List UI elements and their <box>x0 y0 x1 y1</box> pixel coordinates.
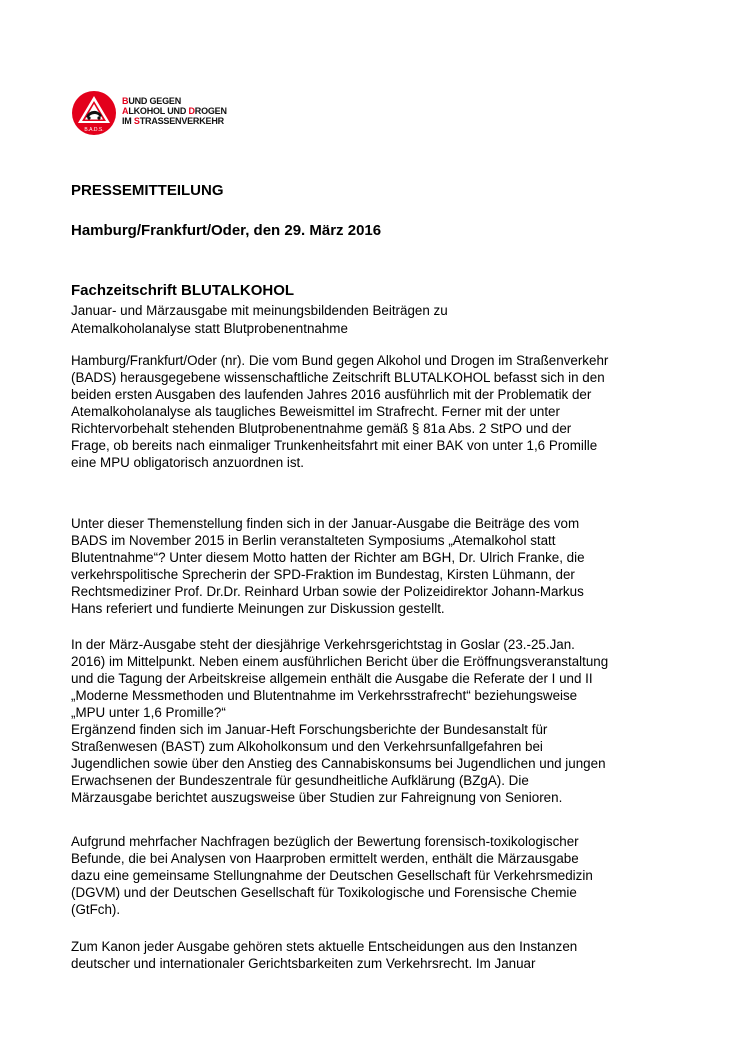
text-line: Befunde, die bei Analysen von Haarproben ermittelt werden, enthält die Märzausgabe <box>71 851 579 866</box>
text-line: deutscher und internationaler Gerichtsbarkeiten zum Verkehrsrecht. Im Januar <box>71 956 536 971</box>
logo-text-part: TRASSENVERKEHR <box>139 116 224 126</box>
text-line: Atemalkoholanalyse als taugliches Beweismittel im Strafrecht. Ferner mit der unter <box>71 404 560 419</box>
text-line: Ergänzend finden sich im Januar-Heft Forschungsberichte der Bundesanstalt für <box>71 722 548 737</box>
logo-initial: S <box>133 116 140 126</box>
subtitle-line: Atemalkoholanalyse statt Blutprobenentnahme <box>71 321 348 336</box>
text-line: Straßenwesen (BAST) zum Alkoholkonsum und den Verkehrsunfallgefahren bei <box>71 739 543 754</box>
paragraph-hair-analysis <box>71 833 593 918</box>
text-line: beiden ersten Ausgaben des laufenden Jahres 2016 ausführlich mit der Problematik der <box>71 387 592 402</box>
text-line: Jugendlichen sowie über den Anstieg des Cannabiskonsums bei Jugendlichen und jungen <box>71 756 606 771</box>
text-line: Blutentnahme“? Unter diesem Motto hatten der Richter am BGH, Dr. Ulrich Franke, die <box>71 550 585 565</box>
text-line: (GtFch). <box>71 902 121 917</box>
text-line: verkehrspolitische Sprecherin der SPD-Fraktion im Bundestag, Kirsten Lühmann, der <box>71 567 575 582</box>
article-title: Fachzeitschrift BLUTALKOHOL <box>71 282 295 299</box>
text-line: und die Tagung der Arbeitskreise allgemein enthält die Ausgabe die Referate der I und II <box>71 671 593 686</box>
paragraph-intro <box>71 352 608 471</box>
emblem-caption: B.A.D.S. <box>84 127 104 133</box>
subtitle-line: Januar- und Märzausgabe mit meinungsbildenden Beiträgen zu <box>71 303 448 318</box>
paragraph-march-issue <box>71 636 608 806</box>
logo-initial: A <box>122 106 129 116</box>
paragraph-court-decisions <box>71 938 577 972</box>
text-line: BADS im November 2015 in Berlin veranstalteten Symposiums „Atemalkohol statt <box>71 533 556 548</box>
dateline: Hamburg/Frankfurt/Oder, den 29. März 2016 <box>71 222 382 239</box>
text-line: (BADS) herausgegebene wissenschaftliche Zeitschrift BLUTALKOHOL befasst sich in den <box>71 370 605 385</box>
text-line: Aufgrund mehrfacher Nachfragen bezüglich der Bewertung forensisch-toxikologischer <box>71 834 579 849</box>
text-line: „Moderne Messmethoden und Blutentnahme im Verkehrsstrafrecht“ beziehungsweise <box>71 688 578 703</box>
article-subtitle <box>71 302 448 338</box>
text-line: Frage, ob bereits nach einmaliger Trunkenheitsfahrt mit einer BAK von unter 1,6 Promille <box>71 438 598 453</box>
paragraph-january-issue <box>71 515 585 617</box>
logo-initial: D <box>188 106 195 116</box>
text-line: Märzausgabe berichtet auszugsweise über Studien zur Fahreignung von Senioren. <box>71 790 563 805</box>
bads-emblem-icon <box>71 90 117 136</box>
logo-wordmark <box>122 96 227 126</box>
text-line: dazu eine gemeinsame Stellungnahme der Deutschen Gesellschaft für Verkehrsmedizin <box>71 868 593 883</box>
text-line: eine MPU obligatorisch anzuordnen ist. <box>71 455 304 470</box>
text-line: „MPU unter 1,6 Promille?“ <box>71 705 226 720</box>
text-line: Unter dieser Themenstellung finden sich in der Januar-Ausgabe die Beiträge des vom <box>71 516 580 531</box>
text-line: Zum Kanon jeder Ausgabe gehören stets aktuelle Entscheidungen aus den Instanzen <box>71 939 578 954</box>
text-line: 2016) im Mittelpunkt. Neben einem ausführlichen Bericht über die Eröffnungsveranstaltung <box>71 654 609 669</box>
logo-text-part: ROGEN <box>194 106 227 116</box>
logo-initial: B <box>122 96 129 106</box>
bads-logo <box>71 90 271 136</box>
text-line: Erwachsenen der Bundeszentrale für gesundheitliche Aufklärung (BZgA). Die <box>71 773 529 788</box>
logo-text-part: LKOHOL UND <box>128 106 189 116</box>
text-line: Richtervorbehalt stehenden Blutprobenentnahme gemäß § 81a Abs. 2 StPO und der <box>71 421 572 436</box>
text-line: Hans referiert und fundierte Meinungen zur Diskussion gestellt. <box>71 601 445 616</box>
text-line: In der März-Ausgabe steht der diesjährige Verkehrsgerichtstag in Goslar (23.-25.Jan. <box>71 637 575 652</box>
text-line: Rechtsmediziner Prof. Dr.Dr. Reinhard Urban sowie der Polizeidirektor Johann-Markus <box>71 584 584 599</box>
logo-text-part: UND GEGEN <box>128 96 182 106</box>
logo-text-part: IM <box>122 116 134 126</box>
document-heading: PRESSEMITTEILUNG <box>71 182 224 199</box>
text-line: Hamburg/Frankfurt/Oder (nr). Die vom Bund gegen Alkohol und Drogen im Straßenverkehr <box>71 353 609 368</box>
text-line: (DGVM) und der Deutschen Gesellschaft für Toxikologische und Forensische Chemie <box>71 885 577 900</box>
